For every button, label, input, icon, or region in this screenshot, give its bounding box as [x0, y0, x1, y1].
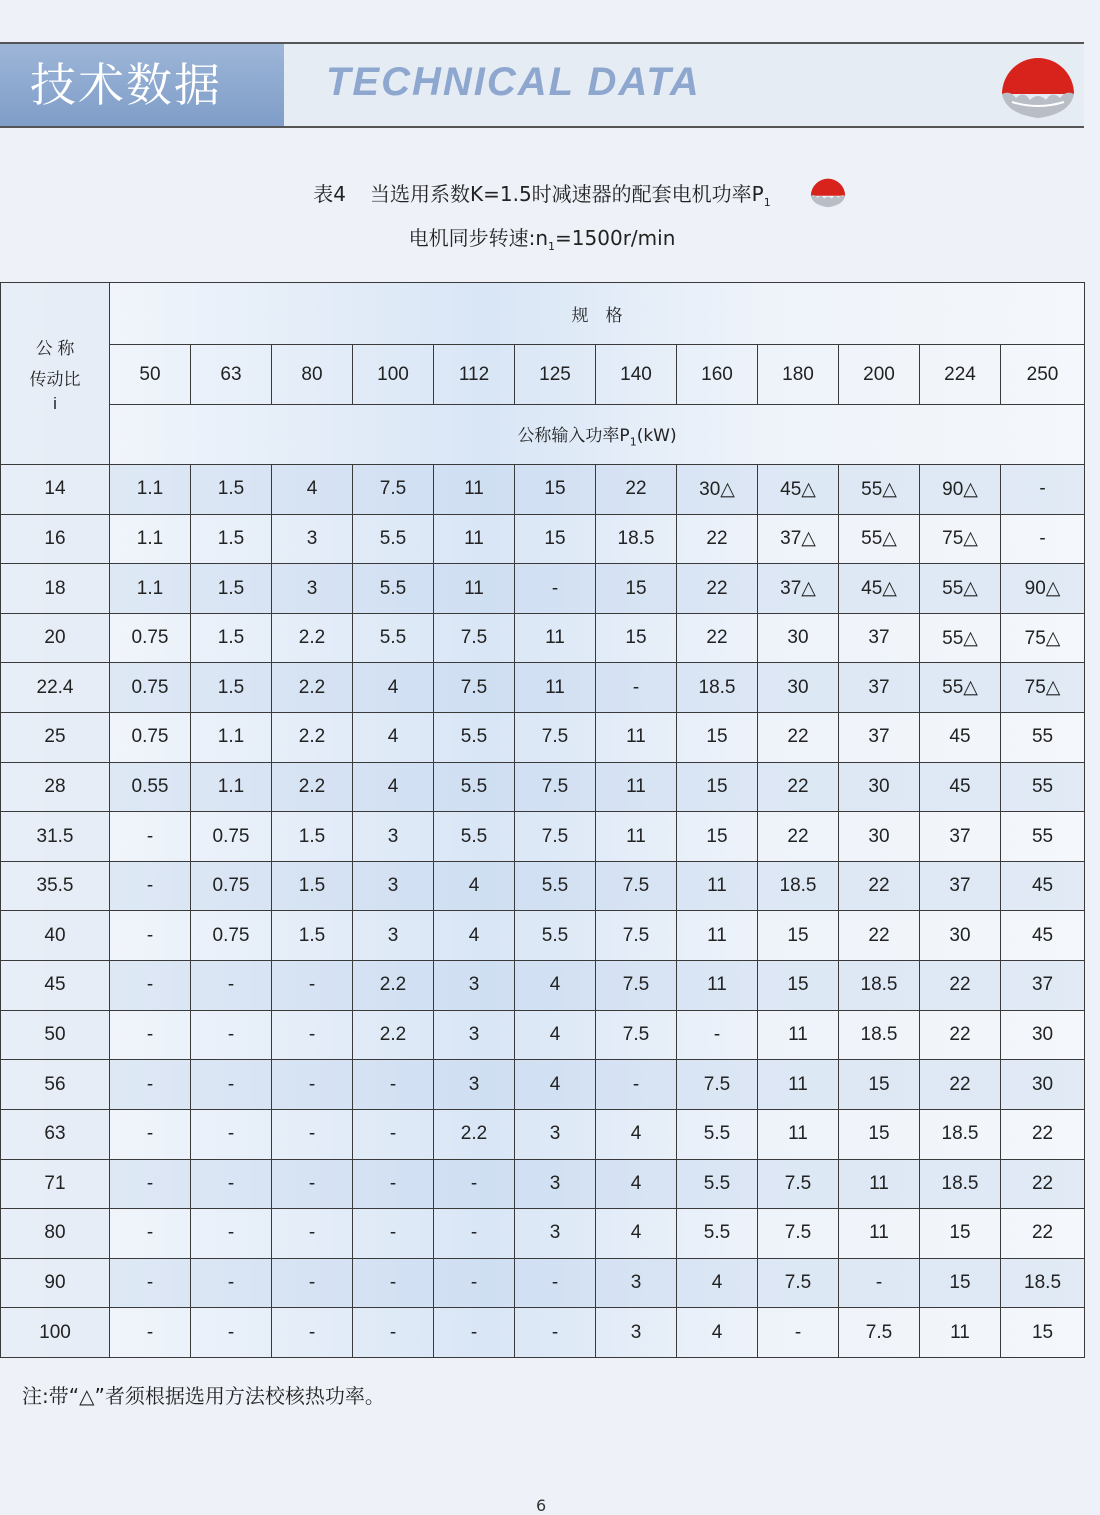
power-cell: 4 [677, 1258, 758, 1308]
table-row [1, 1258, 1085, 1308]
power-cell: 45△ [839, 564, 920, 614]
power-cell: 0.75 [191, 861, 272, 911]
power-cell: 15 [758, 961, 839, 1011]
power-cell: 11 [758, 1010, 839, 1060]
power-cell: 3 [272, 514, 353, 564]
spec-header: 规 格 [110, 283, 1085, 345]
power-cell: 22 [596, 465, 677, 515]
table-row [1, 861, 1085, 911]
ratio-cell: 25 [1, 713, 110, 763]
power-cell: 15 [839, 1060, 920, 1110]
power-cell: 22 [1001, 1109, 1085, 1159]
power-cell: 11 [677, 861, 758, 911]
power-cell: 15 [920, 1209, 1001, 1259]
power-cell: - [272, 1209, 353, 1259]
power-cell: - [191, 1209, 272, 1259]
power-cell: 11 [677, 911, 758, 961]
power-cell: 5.5 [677, 1159, 758, 1209]
size-header-cell: 180 [758, 345, 839, 405]
power-cell: 7.5 [839, 1308, 920, 1358]
power-cell: - [596, 663, 677, 713]
power-cell: 5.5 [434, 713, 515, 763]
power-cell: 55 [1001, 762, 1085, 812]
power-cell: 37 [839, 713, 920, 763]
ratio-cell: 100 [1, 1308, 110, 1358]
power-cell: 4 [353, 713, 434, 763]
power-header-label: 公称输入功率P [517, 425, 630, 446]
power-cell: 0.75 [191, 911, 272, 961]
power-cell: 1.1 [191, 713, 272, 763]
power-cell: - [191, 1308, 272, 1358]
power-cell: 75△ [920, 514, 1001, 564]
table-row [1, 613, 1085, 663]
power-cell: 5.5 [353, 613, 434, 663]
table-row [1, 564, 1085, 614]
power-cell: 15 [515, 465, 596, 515]
power-cell: 30 [839, 812, 920, 862]
power-cell: 1.5 [191, 514, 272, 564]
power-cell: 7.5 [515, 713, 596, 763]
power-cell: - [596, 1060, 677, 1110]
header-title-zh: 技术数据 [0, 44, 284, 126]
ratio-cell: 14 [1, 465, 110, 515]
power-cell: 2.2 [353, 1010, 434, 1060]
power-cell: 11 [596, 812, 677, 862]
power-cell: 7.5 [677, 1060, 758, 1110]
power-cell: 11 [677, 961, 758, 1011]
power-cell: 2.2 [272, 762, 353, 812]
power-cell: 11 [758, 1060, 839, 1110]
power-cell: 75△ [1001, 663, 1085, 713]
power-cell: 11 [596, 713, 677, 763]
power-cell: 7.5 [434, 613, 515, 663]
power-cell: 4 [353, 663, 434, 713]
power-cell: 1.1 [110, 514, 191, 564]
size-header-row [1, 345, 1085, 405]
power-cell: 4 [515, 961, 596, 1011]
size-header-cell: 50 [110, 345, 191, 405]
power-cell: - [353, 1209, 434, 1259]
table-row [1, 1308, 1085, 1358]
power-cell: 55△ [839, 465, 920, 515]
brand-logo-icon [996, 50, 1080, 122]
power-cell: 45△ [758, 465, 839, 515]
table-caption [0, 178, 1084, 209]
power-cell: 15 [677, 713, 758, 763]
power-cell: - [110, 1060, 191, 1110]
power-cell: 5.5 [353, 514, 434, 564]
power-cell: - [110, 861, 191, 911]
power-cell: 18.5 [758, 861, 839, 911]
power-cell: - [677, 1010, 758, 1060]
speed-subscript: 1 [548, 240, 556, 253]
power-cell: 4 [434, 911, 515, 961]
power-cell: - [191, 1159, 272, 1209]
ratio-cell: 31.5 [1, 812, 110, 862]
power-cell: 55△ [920, 663, 1001, 713]
table-row [1, 1060, 1085, 1110]
ratio-header-line1: 公 称 [35, 338, 75, 358]
size-header-cell: 160 [677, 345, 758, 405]
power-cell: 1.5 [191, 663, 272, 713]
power-cell: 3 [515, 1159, 596, 1209]
power-cell: 18.5 [677, 663, 758, 713]
power-cell: 11 [758, 1109, 839, 1159]
power-cell: - [272, 1010, 353, 1060]
power-cell: 11 [839, 1209, 920, 1259]
power-cell: 0.75 [191, 812, 272, 862]
ratio-cell: 56 [1, 1060, 110, 1110]
power-cell: 7.5 [758, 1209, 839, 1259]
power-cell: 1.5 [191, 564, 272, 614]
ratio-cell: 16 [1, 514, 110, 564]
power-cell: 22 [839, 911, 920, 961]
ratio-cell: 28 [1, 762, 110, 812]
size-header-cell: 140 [596, 345, 677, 405]
power-cell: 30 [1001, 1060, 1085, 1110]
power-cell: - [434, 1159, 515, 1209]
power-cell: - [110, 1159, 191, 1209]
power-cell: - [353, 1109, 434, 1159]
table-row [1, 812, 1085, 862]
power-cell: 2.2 [272, 613, 353, 663]
power-cell: 11 [434, 514, 515, 564]
power-cell: 4 [677, 1308, 758, 1358]
power-cell: 3 [353, 911, 434, 961]
power-cell: - [515, 564, 596, 614]
power-cell: 3 [515, 1209, 596, 1259]
power-cell: 11 [596, 762, 677, 812]
power-cell: 0.75 [110, 713, 191, 763]
power-cell: - [272, 961, 353, 1011]
power-cell: 37 [839, 663, 920, 713]
table-row [1, 1209, 1085, 1259]
power-cell: - [272, 1159, 353, 1209]
ratio-cell: 90 [1, 1258, 110, 1308]
power-cell: 22 [677, 613, 758, 663]
power-cell: 3 [596, 1258, 677, 1308]
power-cell: 45 [1001, 861, 1085, 911]
power-cell: 11 [515, 663, 596, 713]
power-cell: - [839, 1258, 920, 1308]
power-cell: 18.5 [596, 514, 677, 564]
power-cell: 1.5 [272, 911, 353, 961]
power-cell: 4 [596, 1159, 677, 1209]
power-cell: 15 [596, 564, 677, 614]
power-cell: 7.5 [353, 465, 434, 515]
power-cell: 5.5 [515, 911, 596, 961]
size-header-cell: 100 [353, 345, 434, 405]
power-cell: 18.5 [839, 1010, 920, 1060]
power-cell: - [434, 1308, 515, 1358]
ratio-cell: 22.4 [1, 663, 110, 713]
power-cell: 37△ [758, 564, 839, 614]
power-cell: 18.5 [1001, 1258, 1085, 1308]
power-cell: 22 [677, 514, 758, 564]
power-cell: 11 [434, 465, 515, 515]
power-cell: 1.1 [110, 564, 191, 614]
power-cell: 5.5 [677, 1109, 758, 1159]
size-header-cell: 125 [515, 345, 596, 405]
power-cell: 2.2 [434, 1109, 515, 1159]
ratio-cell: 80 [1, 1209, 110, 1259]
power-cell: 5.5 [353, 564, 434, 614]
power-cell: 30 [758, 663, 839, 713]
power-cell: 3 [353, 812, 434, 862]
header-bottom-rule [0, 126, 1084, 128]
power-cell: 11 [515, 613, 596, 663]
power-cell: 7.5 [596, 1010, 677, 1060]
power-cell: 2.2 [272, 713, 353, 763]
power-cell: 22 [839, 861, 920, 911]
power-cell: - [353, 1308, 434, 1358]
table-row [1, 762, 1085, 812]
ratio-cell: 63 [1, 1109, 110, 1159]
size-header-cell: 250 [1001, 345, 1085, 405]
power-cell: 37 [920, 861, 1001, 911]
power-cell: 5.5 [434, 812, 515, 862]
power-cell: - [272, 1109, 353, 1159]
power-cell: 18.5 [920, 1109, 1001, 1159]
power-cell: - [110, 911, 191, 961]
table-row [1, 713, 1085, 763]
power-cell: - [353, 1060, 434, 1110]
ratio-cell: 18 [1, 564, 110, 614]
ratio-cell: 71 [1, 1159, 110, 1209]
power-cell: 15 [596, 613, 677, 663]
size-header-cell: 112 [434, 345, 515, 405]
ratio-cell: 45 [1, 961, 110, 1011]
power-cell: 7.5 [434, 663, 515, 713]
power-cell: 3 [272, 564, 353, 614]
power-cell: 1.5 [191, 613, 272, 663]
speed-caption [0, 222, 1084, 253]
power-cell: 22 [920, 1010, 1001, 1060]
table-row [1, 1109, 1085, 1159]
power-cell: 15 [758, 911, 839, 961]
power-cell: 22 [920, 1060, 1001, 1110]
power-cell: 3 [596, 1308, 677, 1358]
table-title-subscript: 1 [763, 196, 771, 209]
power-cell: 7.5 [515, 762, 596, 812]
power-cell: 7.5 [596, 961, 677, 1011]
power-cell: 22 [1001, 1209, 1085, 1259]
power-cell: 30 [1001, 1010, 1085, 1060]
power-cell: - [434, 1258, 515, 1308]
power-cell: 11 [920, 1308, 1001, 1358]
size-header-cell: 224 [920, 345, 1001, 405]
power-table [0, 282, 1085, 1358]
power-cell: 4 [515, 1010, 596, 1060]
power-cell: 15 [515, 514, 596, 564]
header-title-en: TECHNICAL DATA [326, 60, 701, 104]
power-cell: 15 [1001, 1308, 1085, 1358]
table-number: 表4 [313, 182, 346, 206]
power-cell: 0.75 [110, 663, 191, 713]
ratio-header [1, 283, 110, 465]
power-cell: 3 [515, 1109, 596, 1159]
power-cell: 4 [272, 465, 353, 515]
power-cell: 4 [434, 861, 515, 911]
ratio-header-line2: 传动比 [29, 369, 81, 389]
power-cell: - [758, 1308, 839, 1358]
power-cell: 90△ [1001, 564, 1085, 614]
power-cell: 15 [920, 1258, 1001, 1308]
power-cell: 22 [920, 961, 1001, 1011]
power-cell: 7.5 [758, 1258, 839, 1308]
power-cell: 5.5 [515, 861, 596, 911]
power-header-unit: (kW) [636, 425, 677, 446]
power-cell: 22 [677, 564, 758, 614]
power-cell: 22 [758, 812, 839, 862]
ratio-cell: 35.5 [1, 861, 110, 911]
table-row [1, 1159, 1085, 1209]
power-cell: 1.5 [191, 465, 272, 515]
power-cell: 7.5 [758, 1159, 839, 1209]
power-cell: 11 [839, 1159, 920, 1209]
power-cell: 1.5 [272, 812, 353, 862]
power-cell: - [191, 961, 272, 1011]
power-cell: - [272, 1258, 353, 1308]
ratio-cell: 40 [1, 911, 110, 961]
power-cell: 4 [596, 1209, 677, 1259]
power-cell: 4 [596, 1109, 677, 1159]
table-row [1, 1010, 1085, 1060]
power-cell: 3 [434, 1060, 515, 1110]
size-header-cell: 200 [839, 345, 920, 405]
power-cell: - [434, 1209, 515, 1259]
power-cell: 90△ [920, 465, 1001, 515]
power-cell: - [110, 1308, 191, 1358]
caption-logo-icon [808, 174, 848, 210]
power-cell: - [272, 1060, 353, 1110]
power-cell: 15 [839, 1109, 920, 1159]
power-cell: 2.2 [272, 663, 353, 713]
power-cell: 30△ [677, 465, 758, 515]
power-cell: - [191, 1258, 272, 1308]
power-cell: 37 [1001, 961, 1085, 1011]
power-cell: 18.5 [839, 961, 920, 1011]
speed-label: 电机同步转速:n [408, 226, 549, 250]
power-cell: 45 [920, 762, 1001, 812]
table-row [1, 911, 1085, 961]
power-header [110, 405, 1085, 465]
power-cell: - [110, 961, 191, 1011]
power-cell: 55 [1001, 713, 1085, 763]
power-cell: - [110, 1258, 191, 1308]
power-cell: 30 [839, 762, 920, 812]
table-row [1, 663, 1085, 713]
power-cell: 15 [677, 762, 758, 812]
power-cell: - [515, 1258, 596, 1308]
speed-value: =1500r/min [555, 226, 676, 250]
power-cell: 3 [353, 861, 434, 911]
power-cell: 22 [758, 713, 839, 763]
power-cell: 7.5 [596, 861, 677, 911]
power-cell: 4 [353, 762, 434, 812]
power-cell: 30 [920, 911, 1001, 961]
page-number: 6 [536, 1496, 547, 1515]
power-cell: 11 [434, 564, 515, 614]
power-cell: 3 [434, 1010, 515, 1060]
power-cell: 3 [434, 961, 515, 1011]
size-header-cell: 80 [272, 345, 353, 405]
power-cell: 5.5 [677, 1209, 758, 1259]
table-row [1, 961, 1085, 1011]
power-cell: 4 [515, 1060, 596, 1110]
ratio-header-line3: i [53, 393, 57, 413]
power-cell: - [272, 1308, 353, 1358]
power-cell: - [191, 1109, 272, 1159]
power-cell: 55△ [920, 564, 1001, 614]
power-cell: 55△ [920, 613, 1001, 663]
power-header-subscript: 1 [629, 435, 637, 449]
power-cell: 37 [920, 812, 1001, 862]
power-cell: - [110, 812, 191, 862]
power-cell: - [353, 1258, 434, 1308]
power-cell: - [1001, 514, 1085, 564]
power-cell: 15 [677, 812, 758, 862]
power-cell: 45 [1001, 911, 1085, 961]
power-cell: 2.2 [353, 961, 434, 1011]
power-cell: 7.5 [596, 911, 677, 961]
ratio-cell: 20 [1, 613, 110, 663]
table-title: 当选用系数K=1.5时减速器的配套电机功率P [369, 182, 764, 206]
power-cell: 0.75 [110, 613, 191, 663]
power-cell: 55 [1001, 812, 1085, 862]
power-cell: - [191, 1010, 272, 1060]
power-cell: 22 [1001, 1159, 1085, 1209]
footnote: 注:带“△”者须根据选用方法校核热功率。 [22, 1384, 385, 1408]
power-cell: 1.5 [272, 861, 353, 911]
power-cell: 1.1 [191, 762, 272, 812]
power-cell: - [353, 1159, 434, 1209]
power-cell: - [1001, 465, 1085, 515]
power-cell: 18.5 [920, 1159, 1001, 1209]
size-header-cell: 63 [191, 345, 272, 405]
ratio-cell: 50 [1, 1010, 110, 1060]
power-cell: 75△ [1001, 613, 1085, 663]
power-cell: - [191, 1060, 272, 1110]
power-cell: 55△ [839, 514, 920, 564]
power-cell: 30 [758, 613, 839, 663]
power-cell: 22 [758, 762, 839, 812]
table-row [1, 514, 1085, 564]
table-row [1, 465, 1085, 515]
power-cell: 37△ [758, 514, 839, 564]
power-cell: 5.5 [434, 762, 515, 812]
power-cell: 37 [839, 613, 920, 663]
power-cell: 45 [920, 713, 1001, 763]
power-cell: 0.55 [110, 762, 191, 812]
power-cell: 7.5 [515, 812, 596, 862]
power-cell: - [515, 1308, 596, 1358]
power-cell: - [110, 1010, 191, 1060]
power-cell: 1.1 [110, 465, 191, 515]
power-cell: - [110, 1109, 191, 1159]
power-cell: - [110, 1209, 191, 1259]
